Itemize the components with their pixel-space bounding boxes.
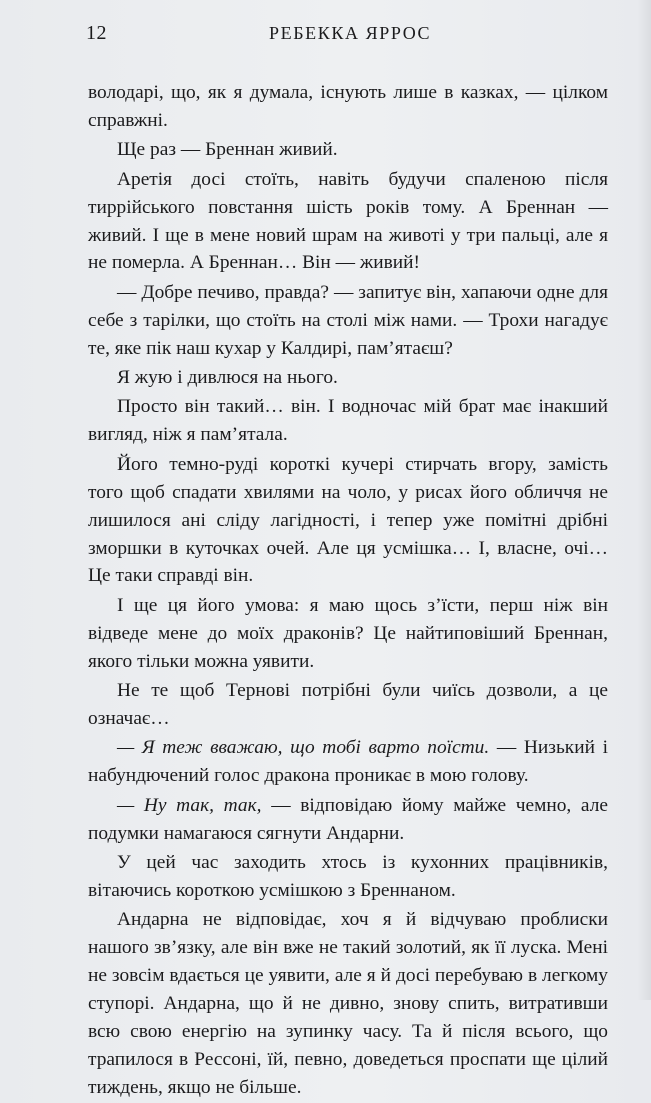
paragraph: Я жую і дивлюся на нього. — [117, 367, 338, 389]
paragraph: І ще ця його умова: я маю щось з’їсти, перш ніж він відведе мене до моїх драконів? Це найтиповіший Бреннан, якого тільки можна уявити. — [88, 594, 608, 672]
page-number: 12 — [86, 22, 107, 44]
body-text — [88, 79, 608, 1103]
paragraph: Ще раз — Бреннан живий. — [117, 139, 338, 161]
paragraph: — Я теж вважаю, що тобі варто поїсти. — Низький і набундючений голос дракона проникає в мою голову. — [88, 737, 608, 787]
paragraph: Просто він такий… він. І водночас мій брат має інакший вигляд, ніж я пам’ятала. — [88, 396, 608, 446]
page-header — [86, 22, 611, 52]
paragraph: У цей час заходить хтось із кухонних працівників, вітаючись короткою усмішкою з Бреннаном. — [88, 851, 608, 901]
reply-italic: — Ну так, так, — [117, 794, 262, 816]
paragraph: Його темно-руді короткі кучері стирчать вгору, замість того щоб спадати хвилями на чоло, у рисах його обличчя не лишилося ані сліду лагідності, і тепер уже помітні дрібні зморшки в куточках очей. Але ця усмішка… І, власне, очі… Це таки справді він. — [88, 453, 608, 587]
paragraph: Аретія досі стоїть, навіть будучи спаленою після тиррійського повстання шість років тому. А Бреннан — живий. І ще в мене новий шрам на животі у три пальці, але я не померла. А Бреннан… Він — живий! — [88, 168, 608, 274]
paragraph: — Добре печиво, правда? — запитує він, хапаючи одне для себе з тарілки, що стоїть на столі між нами. — Трохи нагадує те, яке пік наш кухар у Калдирі, пам’ятаєш? — [88, 281, 608, 359]
dragon-speech-italic: — Я теж вважаю, що тобі варто поїсти. — [117, 737, 490, 759]
paragraph: Не те щоб Тернові потрібні були чиїсь дозволи, а це означає… — [88, 680, 608, 729]
page-edge-shadow — [637, 0, 651, 1000]
paragraph: — Ну так, так, — відповідаю йому майже чемно, але подумки намагаюся сягнути Андарни. — [88, 794, 608, 844]
paragraph: Андарна не відповідає, хоч я й відчуваю проблиски нашого зв’язку, але він вже не такий золотий, як її луска. Мені не зовсім вдається це уявити, але я й досі перебуваю в легкому ступорі. Андарна, що й не дивно, знову спить, витративши всю свою енергію на зупинку часу. Та й після всього, що трапилося в Рессоні, їй, певно, доведеться проспати ще цілий тиждень, якщо не більше. — [88, 909, 608, 1098]
running-head-author: РЕБЕККА ЯРРОС — [269, 23, 432, 43]
paragraph: володарі, що, як я думала, існують лише в казках, — цілком справжні. — [88, 82, 608, 131]
